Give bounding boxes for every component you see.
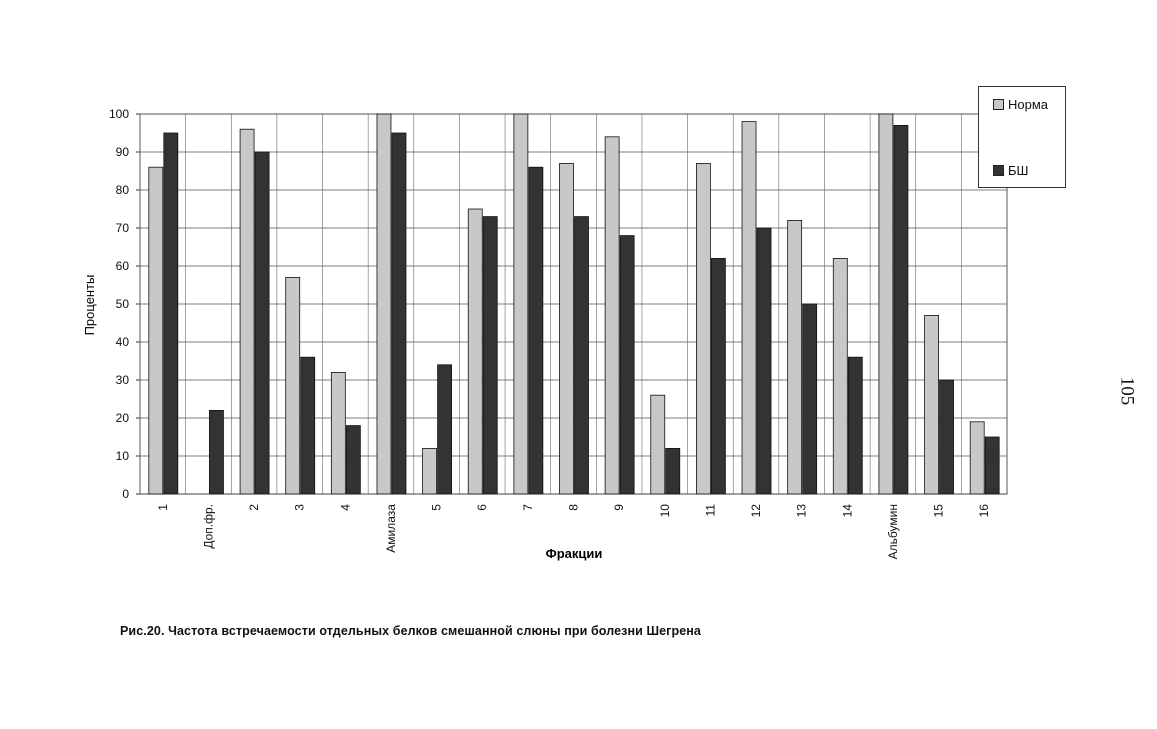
y-tick-label: 50 <box>115 297 129 311</box>
bar-norma <box>742 122 756 494</box>
bar-norma <box>331 372 345 494</box>
bar-bsh <box>803 304 817 494</box>
bar-norma <box>651 395 665 494</box>
x-tick-label: Доп.фр. <box>201 504 216 549</box>
y-tick-label: 90 <box>115 145 129 159</box>
x-axis-label: Фракции <box>545 546 603 561</box>
bar-norma <box>149 167 163 494</box>
bar-bsh <box>346 426 360 494</box>
bar-bsh <box>894 125 908 494</box>
bar-bsh <box>575 217 589 494</box>
bar-bsh <box>940 380 954 494</box>
bar-bsh <box>985 437 999 494</box>
y-tick-label: 30 <box>115 373 129 387</box>
y-axis-label: Проценты <box>82 274 97 336</box>
x-tick-label: 7 <box>520 504 535 511</box>
bar-norma <box>286 277 300 494</box>
bar-norma <box>605 137 619 494</box>
legend-label-norma: Норма <box>1008 97 1049 112</box>
legend-swatch-norma <box>993 99 1004 110</box>
x-tick-label: Амилаза <box>383 504 398 553</box>
bar-norma <box>240 129 254 494</box>
bar-bsh <box>529 167 543 494</box>
x-tick-label: 11 <box>703 504 718 517</box>
y-tick-label: 10 <box>115 449 129 463</box>
bar-bsh <box>620 236 634 494</box>
bar-bsh <box>255 152 269 494</box>
x-tick-label: 6 <box>475 504 490 511</box>
x-tick-label: 3 <box>292 504 307 511</box>
x-tick-label: 9 <box>612 504 627 511</box>
figure-caption: Рис.20. Частота встречаемости отдельных белков смешанной слюны при болезни Шегрена <box>120 624 701 638</box>
page-number: 105 <box>1116 376 1138 406</box>
bar-bsh <box>757 228 771 494</box>
bar-norma <box>788 220 802 494</box>
x-tick-label: 10 <box>657 504 672 518</box>
x-tick-label: 8 <box>566 504 581 511</box>
bar-bsh <box>483 217 497 494</box>
x-tick-label: 12 <box>749 504 764 518</box>
x-tick-label: 5 <box>429 504 444 511</box>
x-tick-label: 1 <box>155 504 170 511</box>
bar-bsh <box>666 448 680 494</box>
x-tick-label: 14 <box>840 504 855 518</box>
y-tick-label: 70 <box>115 221 129 235</box>
legend <box>978 86 1066 188</box>
bar-bsh <box>164 133 178 494</box>
legend-label-bsh: БШ <box>1008 163 1029 178</box>
bar-bsh <box>209 410 223 494</box>
bar-norma <box>879 114 893 494</box>
bar-norma <box>970 422 984 494</box>
y-tick-label: 80 <box>115 183 129 197</box>
bar-bsh <box>848 357 862 494</box>
bar-norma <box>560 163 574 494</box>
bar-norma <box>514 114 528 494</box>
bar-norma <box>468 209 482 494</box>
y-tick-label: 100 <box>108 107 129 121</box>
y-tick-label: 0 <box>122 487 129 501</box>
y-tick-labels <box>109 107 129 501</box>
x-tick-label: 13 <box>794 504 809 518</box>
bar-norma <box>925 315 939 494</box>
bar-norma <box>696 163 710 494</box>
bar-bsh <box>711 258 725 494</box>
legend-item-bsh <box>993 163 1028 178</box>
y-tick-label: 40 <box>115 335 129 349</box>
x-tick-label: 16 <box>977 504 992 518</box>
legend-swatch-bsh <box>993 165 1004 176</box>
y-tick-label: 20 <box>115 411 129 425</box>
x-tick-label: 2 <box>247 504 262 511</box>
bar-norma <box>423 448 437 494</box>
x-tick-label: 15 <box>931 504 946 518</box>
legend-item-norma <box>993 97 1048 112</box>
bar-norma <box>377 114 391 494</box>
bar-bsh <box>301 357 315 494</box>
bar-norma <box>833 258 847 494</box>
bar-bsh <box>438 365 452 494</box>
bar-bsh <box>392 133 406 494</box>
x-tick-label: 4 <box>338 504 353 511</box>
x-tick-label: Альбумин <box>885 504 900 560</box>
y-tick-label: 60 <box>115 259 129 273</box>
